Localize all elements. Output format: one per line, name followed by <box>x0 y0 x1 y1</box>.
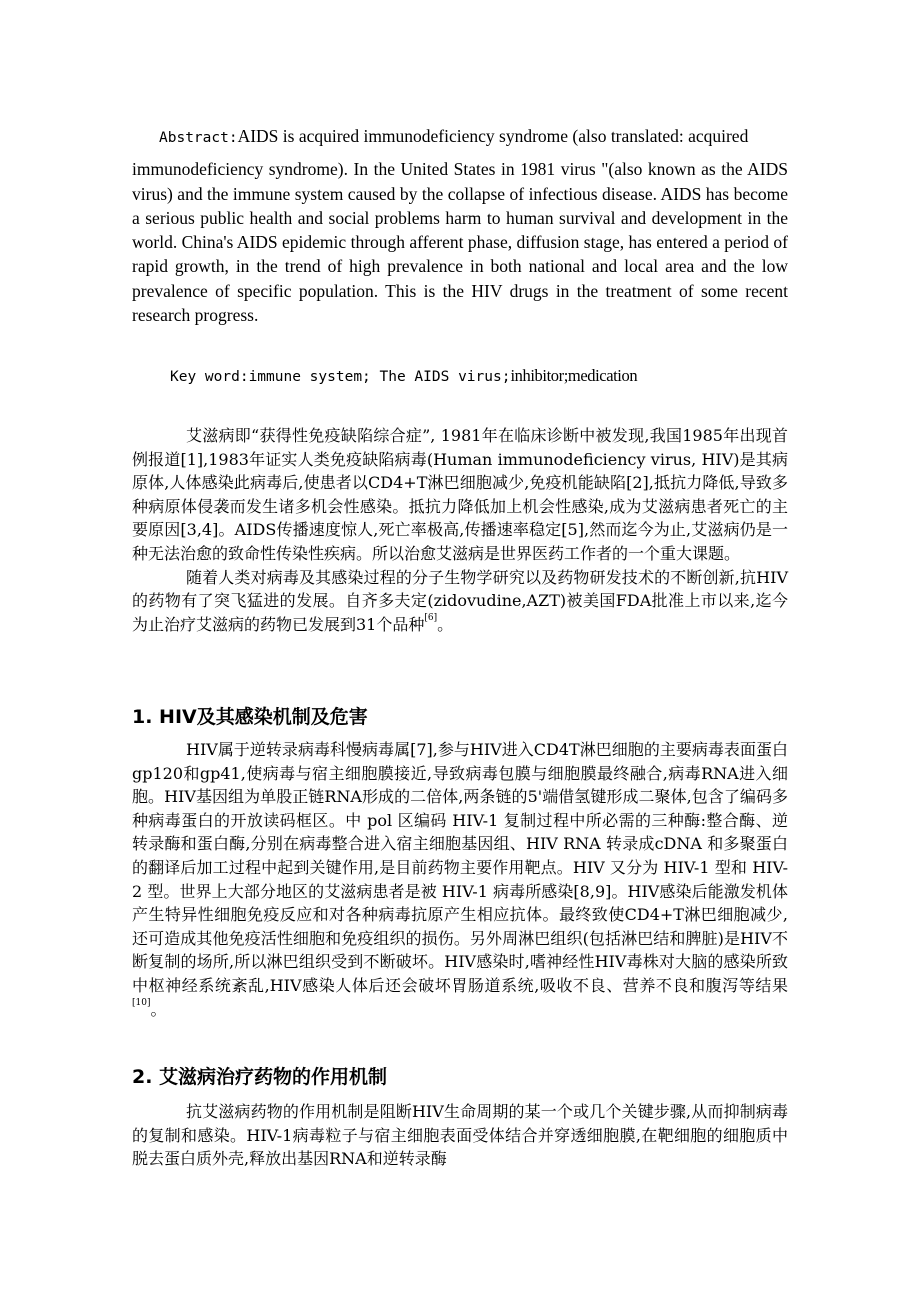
citation-6: [6] <box>424 612 438 623</box>
intro-paragraph-2-text: 随着人类对病毒及其感染过程的分子生物学研究以及药物研发技术的不断创新,抗HIV的药物有了突飞猛进的发展。自齐多夫定(zidovudine,AZT)被美国FDA批准上市以来,迄今为止治疗艾滋病的药物已发展到31个品种 <box>132 567 788 634</box>
section-1-body <box>132 738 788 1021</box>
abstract-text: immunodeficiency syndrome). In the United States in 1981 virus "(also known as the AIDS virus) and the immune system caused by the collapse of infectious disease. AIDS has become a serious public health and social problems harm to human survival and development in the world. China's AIDS epidemic through afferent phase, diffusion stage, has entered a period of rapid growth, in the trend of high prevalence in both national and local area and the low prevalence of specific population. This is the HIV drugs in the treatment of some recent research progress. <box>132 159 788 326</box>
section-1-paragraph <box>132 738 788 1021</box>
intro-paragraph-1: 艾滋病即“获得性免疫缺陷综合症”, 1981年在临床诊断中被发现,我国1985年出现首例报道[1],1983年证实人类免疫缺陷病毒(Human immunodeficiency virus, HIV)是其病原体,人体感染此病毒后,使患者以CD4+T淋巴细胞减少,免疫机能缺陷[2],抵抗力降低,导致多种病原体侵袭而发生诸多机会性感染。抵抗力降低加上机会性感染,成为艾滋病患者死亡的主要原因[3,4]。AIDS传播速度惊人,死亡率极高,传播速率稳定[5],然而迄今为止,艾滋病仍是一种无法治愈的致命性传染性疾病。所以治愈艾滋病是世界医药工作者的一个重大课题。 <box>132 426 788 563</box>
keywords-text: inhibitor;medication <box>510 366 638 385</box>
section-1-paragraph-text: HIV属于逆转录病毒科慢病毒属[7],参与HIV进入CD4T淋巴细胞的主要病毒表面蛋白gp120和gp41,使病毒与宿主细胞膜接近,导致病毒包膜与细胞膜最终融合,病毒RNA进入细胞。HIV基因组为单股正链RNA形成的二倍体,两条链的5'端借氢键形成二聚体,包含了编码多种病毒蛋白的开放读码框区。中 pol 区编码 HIV-1 复制过程中所必需的三种酶:整合酶、逆转录酶和蛋白酶,分别在病毒整合进入宿主细胞基因组、HIV RNA 转录成cDNA 和多聚蛋白的翻译后加工过程中起到关键作用,是目前药物主要作用靶点。HIV 又分为 HIV-1 型和 HIV-2 型。世界上大部分地区的艾滋病患者是被 HIV-1 病毒所感染[8,9]。HIV感染后能激发机体产生特异性细胞免疫反应和对各种病毒抗原产生相应抗体。最终致使CD4+T淋巴细胞减少,还可造成其他免疫活性细胞和免疫组织的损伤。另外周淋巴组织(包括淋巴结和脾脏)是HIV不断复制的场所,所以淋巴组织受到不断破坏。HIV感染时,嗜神经性HIV毒株对大脑的感染所致中枢神经系统紊乱,HIV感染人体后还会破坏胃肠道系统,吸收不良、营养不良和腹泻等结果 <box>132 740 788 995</box>
section-1-paragraph-end: 。 <box>150 999 167 1019</box>
abstract-first-line <box>132 124 788 150</box>
section-2-paragraph: 抗艾滋病药物的作用机制是阻断HIV生命周期的某一个或几个关键步骤,从而抑制病毒的复制和感染。HIV-1病毒粒子与宿主细胞表面受体结合并穿透细胞膜,在靶细胞的细胞质中脱去蛋白质外壳,释放出基因RNA和逆转录酶 <box>132 1102 788 1169</box>
abstract-paragraph <box>132 124 788 327</box>
intro-paragraph-2-end: 。 <box>437 614 454 634</box>
keywords-line <box>170 366 637 386</box>
section-1-heading: 1. HIV及其感染机制及危害 <box>132 706 368 728</box>
citation-10: [10] <box>132 997 151 1008</box>
intro-paragraph-2 <box>132 566 788 637</box>
keywords-label: Key word:immune system; The AIDS virus; <box>170 369 511 385</box>
intro-section <box>132 424 788 636</box>
abstract-line1: AIDS is acquired immunodeficiency syndrome (also translated: acquired <box>237 126 749 146</box>
section-2-body <box>132 1100 788 1171</box>
abstract-label: Abstract: <box>159 130 238 146</box>
section-2-heading: 2. 艾滋病治疗药物的作用机制 <box>132 1066 388 1088</box>
